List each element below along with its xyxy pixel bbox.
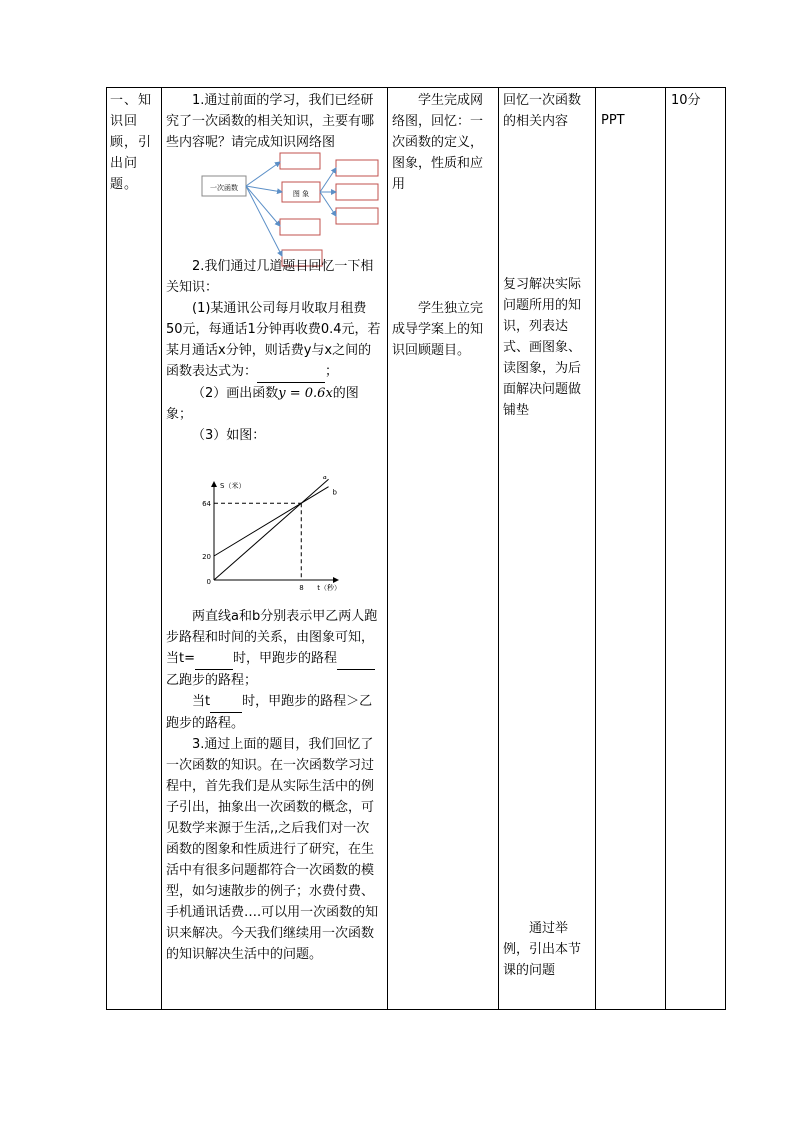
design-intent-2: 复习解决实际问题所用的知识，列表达式、画图象、读图象，为后面解决问题做铺垫 xyxy=(503,277,582,418)
blank-box-4[interactable] xyxy=(336,160,378,176)
answer-blank-4[interactable] xyxy=(210,691,242,713)
x-axis-label: t（秒） xyxy=(317,584,342,592)
question-2-text: （2）画出函数 xyxy=(192,386,279,401)
y-tick-20: 20 xyxy=(202,553,211,561)
intro-paragraph: 1.通过前面的学习，我们已经研究了一次函数的相关知识，主要有哪些内容呢？请完成知识网络图 xyxy=(166,93,375,150)
knowledge-network-diagram xyxy=(196,146,382,272)
blank-box-6[interactable] xyxy=(336,208,378,224)
chart-question-end: 乙跑步的路程； xyxy=(166,673,258,688)
blank-box-1[interactable] xyxy=(280,153,320,169)
chart-question-2-text: 当t xyxy=(192,694,211,709)
root-node-label: 一次函数 xyxy=(210,184,238,192)
review-intro: 2.我们通过几道题目回忆一下相关知识： xyxy=(166,259,374,295)
answer-blank-3[interactable] xyxy=(337,648,375,670)
chart-question-text: 两直线a和b分别表示甲乙两人跑步路程和时间的关系，由图象可知，当t= xyxy=(166,609,378,666)
question-2 xyxy=(166,383,382,425)
series-line-b xyxy=(214,487,329,556)
answer-blank-1[interactable] xyxy=(257,361,325,383)
design-intent-3: 通过举例，引出本节课的问题 xyxy=(503,921,582,978)
chart-question-2 xyxy=(166,691,382,734)
design-intent-1: 回忆一次函数的相关内容 xyxy=(503,93,582,129)
center-node-label: 图 象 xyxy=(292,190,310,198)
series-line-a xyxy=(214,479,329,580)
chart-question xyxy=(166,606,382,691)
stage-label: 一、知识回顾，引出问题。 xyxy=(110,93,153,192)
question-1-text: (1)某通讯公司每月收取月租费50元，每通话1分钟再收费0.4元，若某月通话x分钟，则话费y与x之间的函数表达式为： xyxy=(166,301,381,379)
distance-time-chart xyxy=(196,476,342,592)
question-3: （3）如图： xyxy=(192,428,266,443)
answer-blank-2[interactable] xyxy=(195,648,233,670)
chart-question-block xyxy=(166,606,382,965)
chart-question-mid: 时，甲跑步的路程 xyxy=(233,651,338,666)
questions-block xyxy=(166,256,382,446)
blank-box-5[interactable] xyxy=(336,184,378,200)
summary-paragraph: 3.通过上面的题目，我们回忆了一次函数的知识。在一次函数学习过程中，首先我们是从实际生活中的例子引出，抽象出一次函数的概念，可见数学来源于生活,,之后我们对一次函数的图象和性质进行了研究，在生活中有很多问题都符合一次函数的模型，如匀速散步的例子；水费付费、手机通讯话费….可以用一次函数的知识来解决。今天我们继续用一次函数的知识解决生活中的问题。 xyxy=(166,737,379,962)
y-tick-64: 64 xyxy=(202,500,211,509)
student-activity-1: 学生完成网络图，回忆：一次函数的定义，图象，性质和应用 xyxy=(392,93,484,192)
media-label: PPT xyxy=(601,113,625,128)
student-activity-2: 学生独立完成导学案上的知识回顾题目。 xyxy=(392,301,484,358)
time-label: 10分 xyxy=(671,93,701,108)
series-label-a: a xyxy=(322,476,327,482)
y-axis-label: S（米） xyxy=(220,482,246,490)
x-tick-8: 8 xyxy=(299,584,304,592)
function-formula: y = 0.6x xyxy=(278,386,333,401)
blank-box-2[interactable] xyxy=(280,219,320,235)
x-tick-0: 0 xyxy=(206,578,211,586)
question-1-end: ； xyxy=(325,364,339,379)
chart-question-2-end: 时，甲跑步的路程＞乙跑步的路程。 xyxy=(166,694,373,731)
question-1 xyxy=(166,298,382,383)
question-2-end: 的图象； xyxy=(166,386,359,422)
series-label-b: b xyxy=(332,488,337,497)
